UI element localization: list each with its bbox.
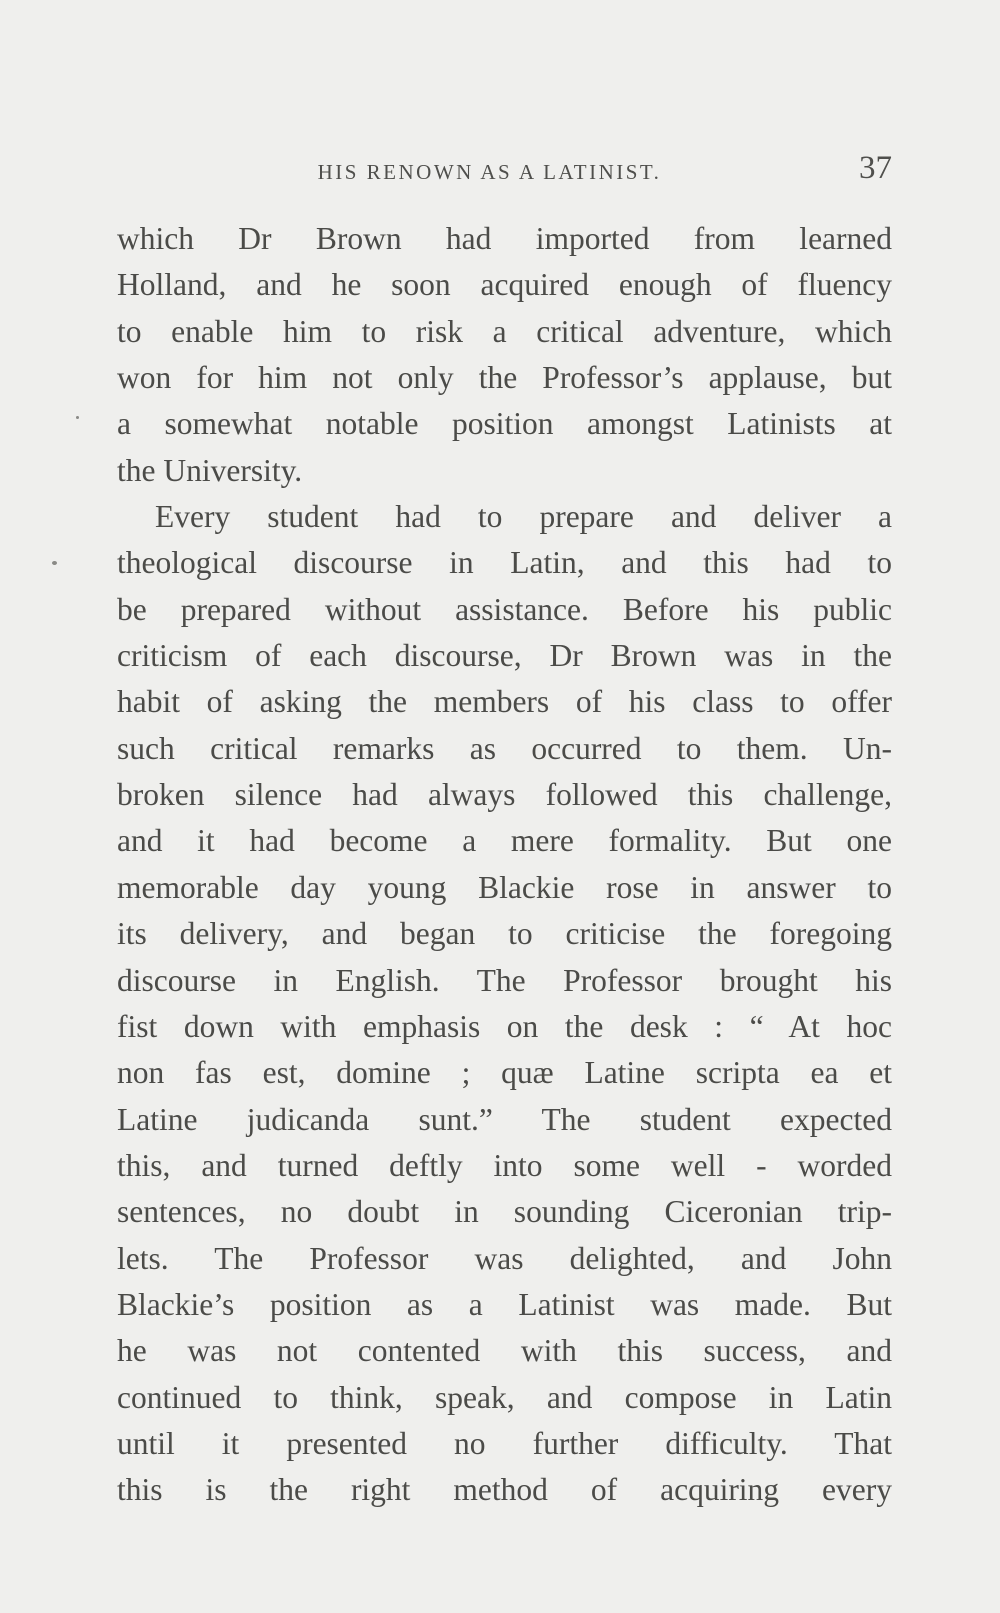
text-line: memorable day young Blackie rose in answer to: [117, 869, 892, 905]
text-line: broken silence had always followed this challenge,: [117, 777, 892, 813]
text-line: and it had become a mere formality. But one: [117, 823, 892, 859]
text-line: Latine judicanda sunt.” The student expected: [117, 1101, 892, 1137]
text-line: sentences, no doubt in sounding Ciceronian trip-: [117, 1194, 892, 1230]
text-line: to enable him to risk a critical adventure, which: [117, 313, 892, 349]
text-line: be prepared without assistance. Before his public: [117, 591, 892, 627]
text-line: non fas est, domine ; quæ Latine scripta ea et: [117, 1055, 892, 1091]
text-line: continued to think, speak, and compose in Latin: [117, 1379, 892, 1415]
text-line: a somewhat notable position amongst Latinists at: [117, 406, 892, 442]
text-line: the University.: [117, 452, 303, 488]
text-line: won for him not only the Professor’s applause, but: [117, 360, 892, 396]
text-line: Every student had to prepare and deliver a: [155, 499, 892, 535]
text-line: habit of asking the members of his class to offer: [117, 684, 892, 720]
text-line: he was not contented with this success, and: [117, 1333, 892, 1369]
text-line: Holland, and he soon acquired enough of fluency: [117, 267, 892, 303]
text-line: fist down with emphasis on the desk : “ At hoc: [117, 1008, 892, 1044]
page-number: 37: [859, 150, 892, 186]
text-line: discourse in English. The Professor brought his: [117, 962, 892, 998]
text-line: which Dr Brown had imported from learned: [117, 221, 892, 256]
margin-speck: [76, 416, 79, 419]
running-title: HIS RENOWN AS A LATINIST.: [317, 160, 662, 184]
text-line: Blackie’s position as a Latinist was made. But: [117, 1286, 892, 1322]
text-line: this is the right method of acquiring every: [117, 1472, 892, 1508]
text-line: its delivery, and began to criticise the foregoing: [117, 916, 892, 952]
text-line: criticism of each discourse, Dr Brown was in the: [117, 638, 892, 674]
text-line: until it presented no further difficulty. That: [117, 1425, 892, 1461]
text-line: lets. The Professor was delighted, and John: [117, 1240, 892, 1276]
running-head: [117, 150, 892, 190]
text-line: such critical remarks as occurred to them. Un-: [117, 730, 892, 766]
body-text: [117, 216, 892, 1514]
text-line: theological discourse in Latin, and this had to: [117, 545, 892, 581]
margin-speck: [52, 561, 57, 565]
text-line: this, and turned deftly into some well - worded: [117, 1147, 892, 1183]
